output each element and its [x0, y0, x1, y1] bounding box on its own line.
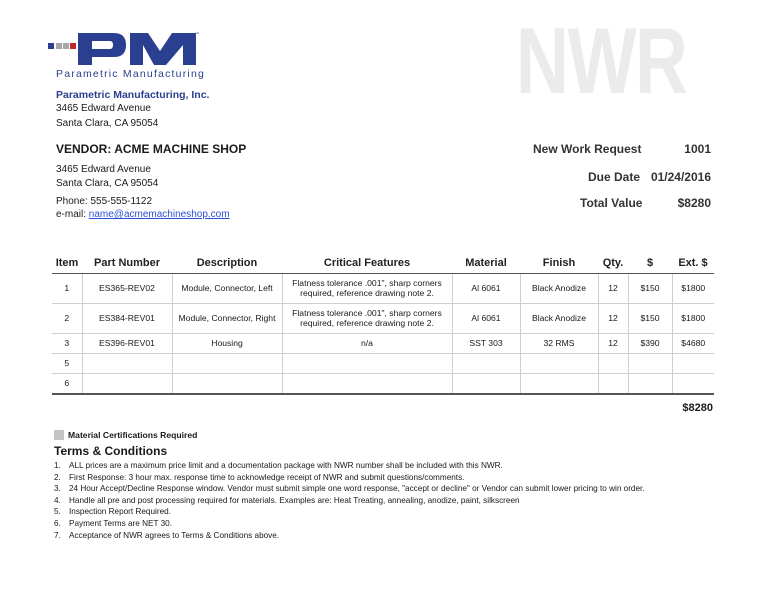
company-street: 3465 Edward Avenue: [56, 103, 151, 114]
material-certifications-checkbox[interactable]: [54, 430, 64, 440]
table-row: [52, 274, 714, 304]
cell-finish: Black Anodize: [520, 274, 598, 304]
due-date-label: Due Date: [588, 170, 641, 184]
vendor-email-line: [56, 209, 230, 220]
cell-description: [172, 374, 282, 395]
list-item: [54, 484, 645, 496]
cell-part-number: ES396-REV01: [82, 334, 172, 354]
table-row: [52, 334, 714, 354]
cell-description: Module, Connector, Left: [172, 274, 282, 304]
term-text: Handle all pre and post processing required for materials. Examples are: Heat Treating, annealing, anodize, paint, silkscreen: [69, 495, 520, 505]
cell-critical-features: Flatness tolerance .001", sharp corners required, reference drawing note 2.: [282, 304, 452, 334]
vendor-title: VENDOR: ACME MACHINE SHOP: [56, 142, 247, 156]
cell-description: Housing: [172, 334, 282, 354]
term-text: Acceptance of NWR agrees to Terms & Conditions above.: [69, 530, 280, 540]
terms-list: [54, 461, 645, 542]
nwr-watermark: NWR: [516, 8, 687, 113]
column-header-qty: Qty.: [598, 253, 628, 274]
material-certifications-label: Material Certifications Required: [68, 430, 198, 440]
list-item: [54, 531, 645, 543]
cell-critical-features: [282, 354, 452, 374]
column-header-price: $: [628, 253, 672, 274]
cell-price: [628, 354, 672, 374]
term-number: 1.: [54, 461, 61, 470]
column-header-item: Item: [52, 253, 82, 274]
term-number: 5.: [54, 507, 61, 517]
cell-description: [172, 354, 282, 374]
cell-price: $150: [628, 274, 672, 304]
list-item: [54, 519, 645, 531]
cell-material: Al 6061: [452, 274, 520, 304]
cell-part-number: [82, 354, 172, 374]
table-row: [52, 354, 714, 374]
term-text: ALL prices are a maximum price limit and a documentation package with NWR number shall be included with this NWR.: [69, 461, 503, 470]
cell-ext-price: $1800: [672, 304, 714, 334]
list-item: [54, 496, 645, 508]
column-header-material: Material: [452, 253, 520, 274]
logo-subtitle: Parametric Manufacturing: [56, 68, 206, 80]
vendor-email-label: e-mail:: [56, 209, 89, 220]
cell-qty: 12: [598, 274, 628, 304]
cell-price: $150: [628, 304, 672, 334]
column-header-critical-features: Critical Features: [282, 253, 452, 274]
cell-part-number: ES365-REV02: [82, 274, 172, 304]
table-row: [52, 374, 714, 395]
cell-material: Al 6061: [452, 304, 520, 334]
svg-text:™: ™: [195, 31, 199, 36]
cell-qty: [598, 354, 628, 374]
cell-description: Module, Connector, Right: [172, 304, 282, 334]
nwr-label: New Work Request: [533, 142, 642, 156]
term-text: 24 Hour Accept/Decline Response window. Vendor must submit simple one word response, "accept or decline" or Vendor can submit lower pricing to win order.: [69, 484, 645, 494]
cell-part-number: [82, 374, 172, 395]
cell-part-number: ES384-REV01: [82, 304, 172, 334]
term-number: 2.: [54, 472, 61, 482]
cell-finish: 32 RMS: [520, 334, 598, 354]
company-name: Parametric Manufacturing, Inc.: [56, 89, 210, 101]
cell-item: 3: [52, 334, 82, 354]
cell-item: 6: [52, 374, 82, 395]
cell-ext-price: [672, 354, 714, 374]
cell-material: [452, 354, 520, 374]
term-number: 3.: [54, 484, 61, 494]
cell-ext-price: [672, 374, 714, 395]
items-table: [52, 253, 714, 395]
cell-price: $390: [628, 334, 672, 354]
vendor-phone: Phone: 555-555-1122: [56, 196, 153, 207]
nwr-number: 1001: [684, 142, 711, 156]
total-value-label: Total Value: [580, 196, 643, 210]
grand-total: $8280: [682, 402, 713, 414]
vendor-email-link[interactable]: name@acmemachineshop.com: [88, 209, 230, 220]
term-number: 6.: [54, 518, 61, 528]
term-number: 4.: [54, 495, 61, 505]
due-date-value: 01/24/2016: [650, 170, 711, 184]
cell-ext-price: $4680: [672, 334, 714, 354]
cell-critical-features: Flatness tolerance .001", sharp corners required, reference drawing note 2.: [282, 274, 452, 304]
column-header-part-number: Part Number: [82, 253, 172, 274]
vendor-street: 3465 Edward Avenue: [56, 164, 151, 175]
table-header-row: [52, 253, 714, 274]
cell-material: SST 303: [452, 334, 520, 354]
list-item: [54, 507, 645, 519]
cell-qty: [598, 374, 628, 395]
column-header-description: Description: [172, 253, 282, 274]
term-text: Payment Terms are NET 30.: [69, 518, 172, 528]
cell-finish: [520, 374, 598, 395]
company-city: Santa Clara, CA 95054: [56, 118, 159, 129]
term-text: First Response: 3 hour max. response time to acknowledge receipt of NWR and submit questions/comments.: [69, 472, 465, 482]
terms-title: Terms & Conditions: [54, 444, 168, 458]
cell-item: 2: [52, 304, 82, 334]
cell-qty: 12: [598, 334, 628, 354]
column-header-finish: Finish: [520, 253, 598, 274]
column-header-ext-price: Ext. $: [672, 253, 714, 274]
cell-material: [452, 374, 520, 395]
vendor-city: Santa Clara, CA 95054: [56, 178, 159, 189]
term-number: 7.: [54, 530, 61, 540]
list-item: [54, 473, 645, 485]
cell-finish: [520, 354, 598, 374]
cell-qty: 12: [598, 304, 628, 334]
cell-price: [628, 374, 672, 395]
cell-item: 5: [52, 354, 82, 374]
total-value-amount: $8280: [677, 196, 711, 210]
term-text: Inspection Report Required.: [69, 507, 171, 517]
cell-critical-features: n/a: [282, 334, 452, 354]
cell-item: 1: [52, 274, 82, 304]
cell-ext-price: $1800: [672, 274, 714, 304]
list-item: [54, 461, 645, 473]
cell-finish: Black Anodize: [520, 304, 598, 334]
table-row: [52, 304, 714, 334]
cell-critical-features: [282, 374, 452, 395]
